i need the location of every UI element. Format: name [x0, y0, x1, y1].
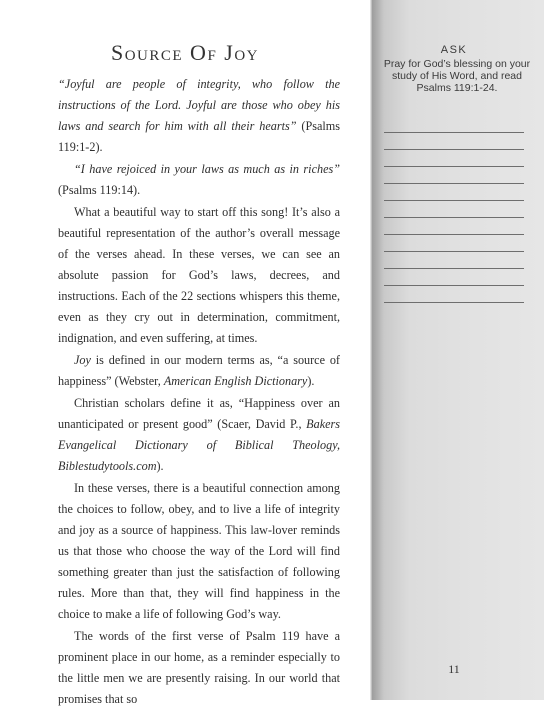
- writing-line[interactable]: [384, 167, 524, 184]
- paragraph-3: [58, 202, 340, 349]
- paragraph-1: [58, 74, 340, 158]
- italic-run: American English Dictionary: [163, 374, 308, 388]
- paragraph-2: [58, 159, 340, 201]
- writing-line[interactable]: [384, 116, 524, 133]
- ask-prompt: Pray for God’s blessing on your study of His Word, and read Psalms 119:1-24.: [383, 58, 531, 94]
- page-gutter: [370, 0, 373, 700]
- writing-line[interactable]: [384, 235, 524, 252]
- paragraph-5: [58, 393, 340, 477]
- sidebar-panel: [372, 0, 544, 700]
- paragraph-4: [58, 350, 340, 392]
- italic-run: “I have rejoiced in your laws as much as in riches”: [74, 162, 340, 176]
- text-run: ).: [156, 459, 164, 473]
- text-run: ).: [307, 374, 315, 388]
- text-run: Christian scholars define it as, “Happiness over an unanticipated or present good” (Scaer, David P.,: [58, 396, 340, 431]
- text-run: What a beautiful way to start off this song! It’s also a beautiful representation of the author’s overall message of the verses ahead. In these verses, we can see an absolute passion for God’s laws, decrees, and instructions. Each of the 22 sections whispers this theme, even as they cry out in determination, commitment, indignation, and even suffering, at times.: [58, 205, 340, 345]
- paragraph-6: [58, 478, 340, 625]
- writing-line[interactable]: [384, 150, 524, 167]
- writing-line[interactable]: [384, 184, 524, 201]
- text-run: (Psalms 119:14).: [58, 183, 141, 197]
- page-title: Source Of Joy: [110, 40, 260, 65]
- writing-line[interactable]: [384, 252, 524, 269]
- page-number: 11: [448, 662, 460, 676]
- writing-line[interactable]: [384, 218, 524, 235]
- writing-line[interactable]: [384, 269, 524, 286]
- text-run: (Psalms 119:1-2).: [58, 119, 340, 154]
- body-text: [58, 74, 340, 711]
- text-run: is defined in our modern terms as, “a source of happiness” (Webster,: [58, 353, 340, 388]
- italic-run: Bakers Evangelical Dictionary of Biblical Theology, Biblestudytools.com: [58, 417, 340, 473]
- writing-line[interactable]: [384, 133, 524, 150]
- text-run: The words of the first verse of Psalm 119 have a prominent place in our home, as a reminder especially to the little men we are presently raising. In our world that promises that so: [58, 629, 340, 706]
- italic-run: Joy: [74, 353, 91, 367]
- text-run: In these verses, there is a beautiful connection among the choices to follow, obey, and to live a life of integrity and joy as a source of happiness. This law-lover reminds us that those who choose the way of the Lord will find something greater than just the satisfaction of following rules. More than that, they will find happiness in the choice to make a life of following God’s way.: [58, 481, 340, 621]
- writing-line[interactable]: [384, 286, 524, 303]
- paragraph-7: [58, 626, 340, 710]
- italic-run: “Joyful are people of integrity, who follow the instructions of the Lord. Joyful are those who obey his laws and search for him with all their hearts”: [58, 77, 340, 133]
- writing-line[interactable]: [384, 201, 524, 218]
- ask-heading: ASK: [440, 44, 468, 56]
- writing-lines: [384, 116, 524, 303]
